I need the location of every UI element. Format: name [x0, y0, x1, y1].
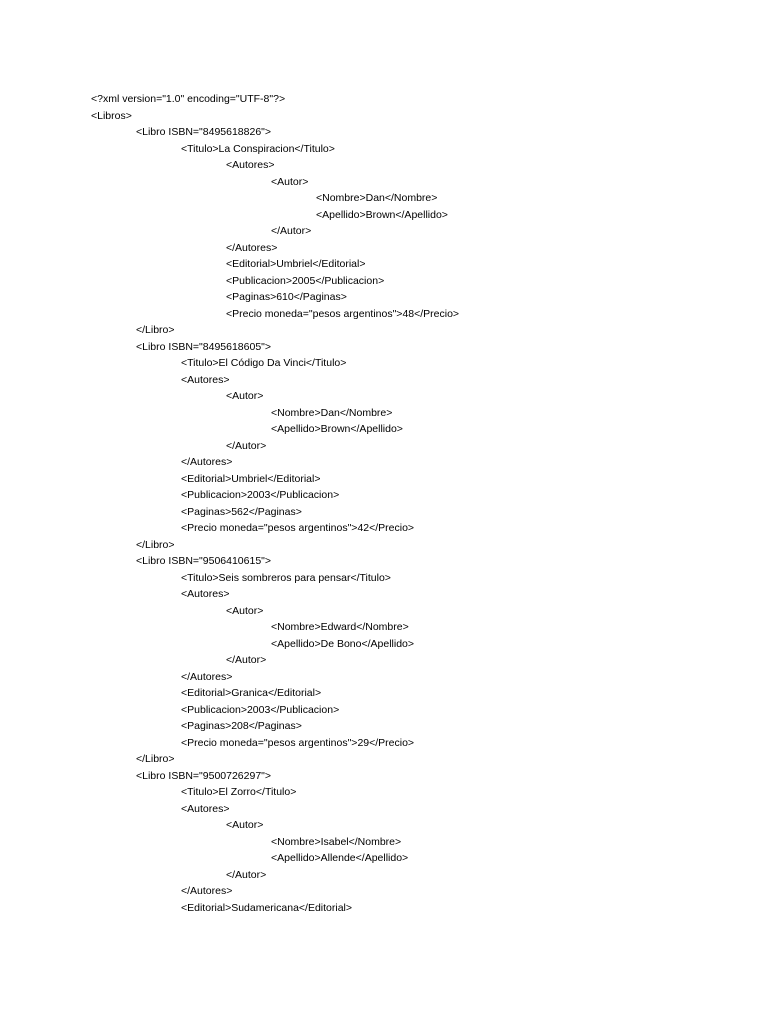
- libro-open-line: <Libro ISBN="8495618605">: [136, 340, 272, 353]
- editorial-line: <Editorial>Umbriel</Editorial>: [226, 258, 366, 270]
- autor-open-line: <Autor>: [226, 604, 264, 617]
- nombre-line: <Nombre>Isabel</Nombre>: [271, 835, 402, 848]
- autor-open-line: <Autor>: [226, 390, 264, 402]
- autores-close-line: </Autores>: [226, 241, 278, 254]
- titulo-line: <Titulo>El Zorro</Titulo>: [181, 786, 297, 798]
- publicacion-line: <Publicacion>2005</Publicacion>: [226, 274, 385, 287]
- editorial-line: <Editorial>Granica</Editorial>: [181, 687, 322, 699]
- libro-open-line: <Libro ISBN="9506410615">: [136, 555, 272, 567]
- paginas-line: <Paginas>208</Paginas>: [181, 720, 302, 732]
- titulo-line: <Titulo>La Conspiracion</Titulo>: [181, 142, 335, 155]
- libro-close-line: </Libro>: [136, 538, 175, 551]
- autores-close-line: </Autores>: [181, 670, 233, 683]
- titulo-line: <Titulo>Seis sombreros para pensar</Titulo>: [181, 571, 391, 584]
- libro-open-line: <Libro ISBN="8495618826">: [136, 126, 272, 138]
- titulo-line: <Titulo>El Código Da Vinci</Titulo>: [181, 357, 347, 369]
- editorial-line: <Editorial>Sudamericana</Editorial>: [181, 901, 353, 914]
- precio-line: <Precio moneda="pesos argentinos">42</Precio>: [181, 522, 415, 534]
- autores-open-line: <Autores>: [181, 588, 230, 600]
- autor-close-line: </Autor>: [226, 439, 267, 452]
- paginas-line: <Paginas>610</Paginas>: [226, 291, 347, 303]
- xml-listing: [91, 91, 459, 916]
- apellido-line: <Apellido>Brown</Apellido>: [316, 208, 448, 221]
- autores-close-line: </Autores>: [181, 885, 233, 897]
- autores-open-line: <Autores>: [181, 373, 230, 386]
- precio-line: <Precio moneda="pesos argentinos">29</Precio>: [181, 736, 415, 749]
- libros-open-line: <Libros>: [91, 109, 132, 122]
- apellido-line: <Apellido>Allende</Apellido>: [271, 852, 409, 864]
- libro-close-line: </Libro>: [136, 753, 175, 765]
- precio-line: <Precio moneda="pesos argentinos">48</Precio>: [226, 307, 460, 320]
- libro-open-line: <Libro ISBN="9500726297">: [136, 769, 272, 782]
- autor-close-line: </Autor>: [271, 225, 312, 237]
- publicacion-line: <Publicacion>2003</Publicacion>: [181, 703, 340, 716]
- publicacion-line: <Publicacion>2003</Publicacion>: [181, 489, 340, 501]
- nombre-line: <Nombre>Edward</Nombre>: [271, 621, 409, 633]
- autor-close-line: </Autor>: [226, 654, 267, 666]
- autor-open-line: <Autor>: [226, 819, 264, 831]
- paginas-line: <Paginas>562</Paginas>: [181, 505, 302, 518]
- editorial-line: <Editorial>Umbriel</Editorial>: [181, 472, 321, 485]
- apellido-line: <Apellido>Brown</Apellido>: [271, 423, 403, 435]
- autores-open-line: <Autores>: [181, 802, 230, 815]
- autores-close-line: </Autores>: [181, 456, 233, 468]
- autores-open-line: <Autores>: [226, 159, 275, 171]
- apellido-line: <Apellido>De Bono</Apellido>: [271, 637, 415, 650]
- xml-declaration-line: <?xml version="1.0" encoding="UTF-8"?>: [91, 93, 286, 105]
- nombre-line: <Nombre>Dan</Nombre>: [316, 192, 438, 204]
- autor-close-line: </Autor>: [226, 868, 267, 881]
- nombre-line: <Nombre>Dan</Nombre>: [271, 406, 393, 419]
- libro-close-line: </Libro>: [136, 324, 175, 336]
- autor-open-line: <Autor>: [271, 175, 309, 188]
